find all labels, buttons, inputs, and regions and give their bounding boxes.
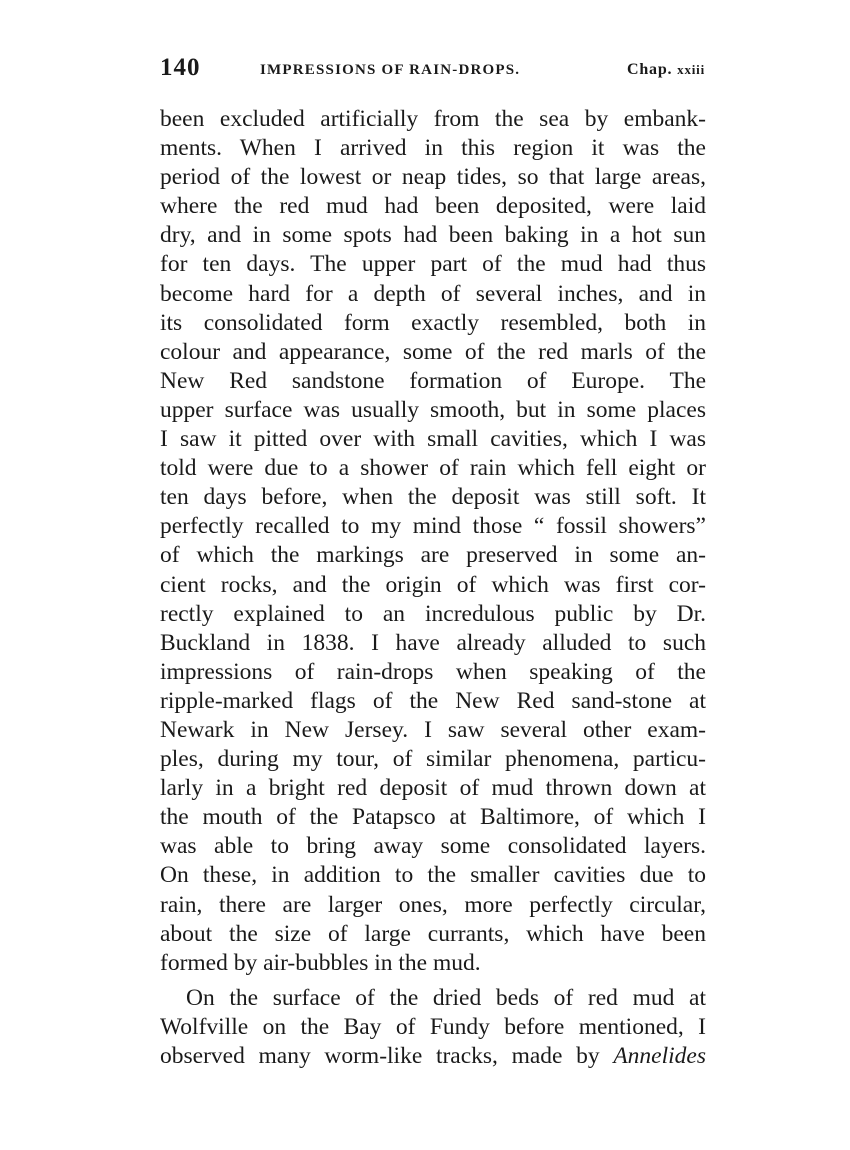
text-line: where the red mud had been deposited, were laid [160,193,706,220]
text-line: ripple-marked flags of the New Red sand-stone at [160,687,706,714]
text-line: been excluded artificially from the sea by embank- [160,106,706,132]
text-line: cient rocks, and the origin of which was first cor- [160,571,706,598]
text-line: I saw it pitted over with small cavities, which I was [160,426,706,453]
text-line: impressions of rain-drops when speaking of the [160,658,706,685]
text-line: rectly explained to an incredulous public by Dr. [160,600,706,627]
chapter-number: xxiii [677,62,705,77]
text-line: On these, in addition to the smaller cavities due to [160,862,706,889]
text-line: Wolfville on the Bay of Fundy before mentioned, I [160,1013,706,1040]
text-line: for ten days. The upper part of the mud had thus [160,251,706,278]
text-line: ments. When I arrived in this region it was the [160,135,706,162]
paragraph [160,105,706,978]
text-line: the mouth of the Patapsco at Baltimore, of which I [160,804,706,831]
running-title: IMPRESSIONS OF RAIN-DROPS. [260,62,521,78]
text-line: was able to bring away some consolidated layers. [160,833,706,860]
text-line: about the size of large currants, which have been [160,920,706,947]
text-line: Newark in New Jersey. I saw several other exam- [160,716,706,743]
text-line-content: observed many worm-like tracks, made by [160,1043,600,1069]
text-line: colour and appearance, some of the red marls of the [160,338,706,365]
text-line: formed by air-bubbles in the mud. [160,949,481,976]
page-number: 140 [160,54,201,81]
running-head [160,54,705,90]
text-line: of which the markings are preserved in some an- [160,542,706,569]
italic-term: Annelides [613,1043,706,1069]
chapter-reference [627,61,705,79]
text-line [160,1042,706,1071]
text-line: larly in a bright red deposit of mud thrown down at [160,775,706,802]
chapter-label: Chap. [626,61,673,78]
text-line: period of the lowest or neap tides, so that large areas, [160,164,706,191]
text-line: dry, and in some spots had been baking in a hot sun [160,222,706,249]
text-line: ples, during my tour, of similar phenomena, particu- [160,746,706,773]
text-line: New Red sandstone formation of Europe. The [160,367,706,394]
text-line: told were due to a shower of rain which fell eight or [160,455,706,482]
text-line: upper surface was usually smooth, but in some places [160,396,706,423]
paragraph [160,984,706,1071]
text-line: ten days before, when the deposit was still soft. It [160,484,706,511]
text-line: On the surface of the dried beds of red mud at [186,984,706,1011]
body-text [160,105,706,1071]
text-line: its consolidated form exactly resembled, both in [160,309,706,336]
text-line: rain, there are larger ones, more perfectly circular, [160,891,706,918]
text-line: become hard for a depth of several inches, and in [160,280,706,307]
text-line: perfectly recalled to my mind those “ fossil showers” [160,513,706,540]
text-line: Buckland in 1838. I have already alluded to such [160,629,706,656]
